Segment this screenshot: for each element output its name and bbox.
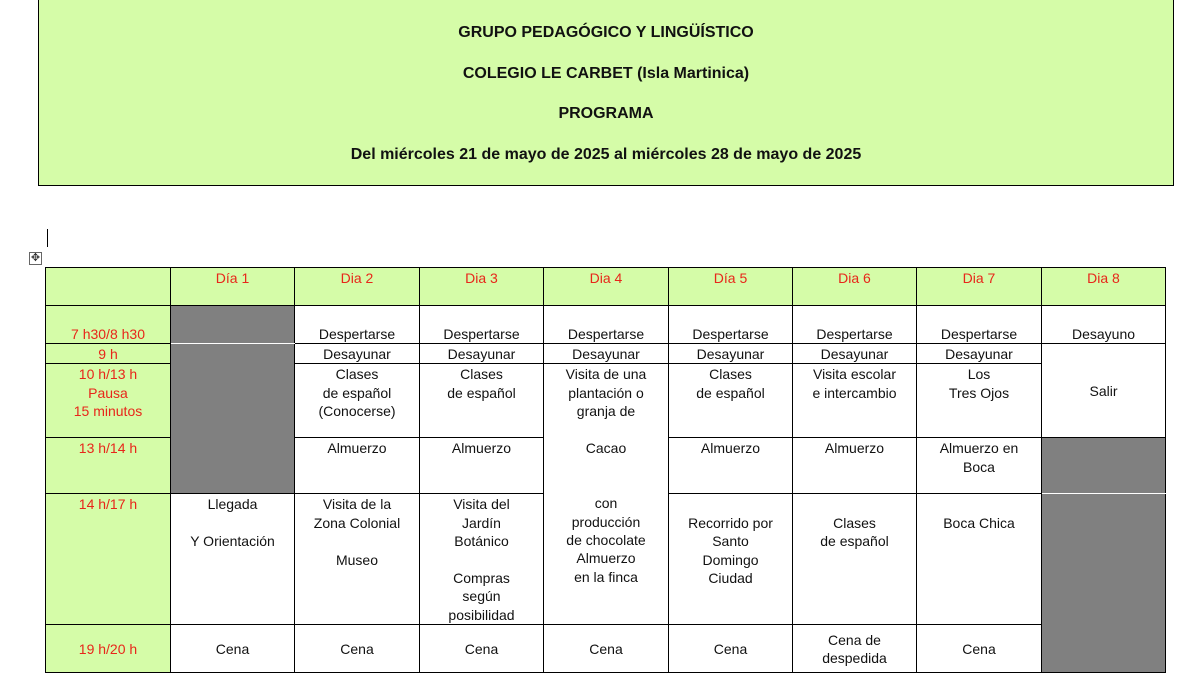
cell-text-line: Cacao xyxy=(585,440,627,457)
cell-text-line: Recorrido por xyxy=(688,514,773,531)
cell-text-line xyxy=(422,551,541,569)
cell-text-line: de español xyxy=(696,384,765,401)
dinner-day2: Cena xyxy=(295,625,420,673)
row-dinner xyxy=(46,625,1166,673)
time-morning xyxy=(46,364,171,438)
row-wake-up xyxy=(46,306,1166,344)
time-breakfast: 9 h xyxy=(46,344,171,364)
cell-text-line: Clases xyxy=(833,514,876,531)
day4-excursion xyxy=(544,364,669,625)
cell-text-line: Llegada xyxy=(207,496,258,513)
cell-text-line xyxy=(546,457,666,475)
cell-text-line xyxy=(173,514,292,532)
day-header-8: Dia 8 xyxy=(1042,268,1166,306)
breakfast-day4: Desayunar xyxy=(544,344,669,364)
cell-text-line xyxy=(671,495,790,513)
cell-text-line: (Conocerse) xyxy=(318,403,396,420)
breakfast-day2: Desayunar xyxy=(295,344,420,364)
cell-text-line: Pausa xyxy=(88,384,128,401)
wake-day3: Despertarse xyxy=(420,306,544,344)
wake-day4: Despertarse xyxy=(544,306,669,344)
cell-text-line: e intercambio xyxy=(812,384,897,401)
lunch-day3: Almuerzo xyxy=(420,438,544,494)
cell-text-line: Boca xyxy=(963,458,995,475)
breakfast-day3: Desayunar xyxy=(420,344,544,364)
cell-text-line: Visita del xyxy=(453,496,510,513)
dinner-day7: Cena xyxy=(917,625,1042,673)
group-title: GRUPO PEDAGÓGICO Y LINGÜÍSTICO xyxy=(458,24,754,41)
lunch-day6: Almuerzo xyxy=(793,438,917,494)
cell-text-line: despedida xyxy=(822,650,887,667)
cell-text-line xyxy=(297,532,417,550)
day-header-4: Dia 4 xyxy=(544,268,669,306)
cell-text-line: Compras xyxy=(453,570,510,587)
cell-text-line: 10 h/13 h xyxy=(78,366,138,383)
dinner-day3: Cena xyxy=(420,625,544,673)
table-header-row xyxy=(46,268,1166,306)
cell-text-line: Clases xyxy=(335,366,379,383)
day-header-3: Dia 3 xyxy=(420,268,544,306)
breakfast-day5: Desayunar xyxy=(669,344,793,364)
wake-day5: Despertarse xyxy=(669,306,793,344)
cell-text-line: de español xyxy=(820,533,889,550)
program-table xyxy=(45,267,1166,673)
cell-text-line: según xyxy=(462,588,501,605)
lunch-day5: Almuerzo xyxy=(669,438,793,494)
afternoon-day3 xyxy=(420,494,544,625)
cell-text-line: en la finca xyxy=(574,568,638,585)
afternoon-day5 xyxy=(669,494,793,625)
wake-day6: Despertarse xyxy=(793,306,917,344)
cell-text-line: Cena de xyxy=(828,632,881,648)
lunch-day7 xyxy=(917,438,1042,494)
cell-text-line: Los xyxy=(967,366,991,383)
cell-text-line: Boca Chica xyxy=(943,514,1015,531)
dinner-day4: Cena xyxy=(544,625,669,673)
header-corner-cell xyxy=(46,268,171,306)
empty-day1-morning xyxy=(171,344,295,494)
cell-text-line: de español xyxy=(322,384,392,401)
cell-text-line: granja de xyxy=(576,403,636,420)
day-header-2: Dia 2 xyxy=(295,268,420,306)
cell-text-line: producción xyxy=(571,513,641,530)
afternoon-day6 xyxy=(793,494,917,625)
school-title: COLEGIO LE CARBET (Isla Martinica) xyxy=(462,65,750,82)
cell-text-line: Visita de una xyxy=(565,366,647,383)
dinner-day6 xyxy=(793,625,917,673)
cell-text-line: de español xyxy=(447,384,516,401)
morning-day8: Salir xyxy=(1042,344,1166,438)
morning-day5 xyxy=(669,364,793,438)
day-header-5: Día 5 xyxy=(669,268,793,306)
cell-text-line: Y Orientación xyxy=(190,533,275,550)
cell-text-line: Botánico xyxy=(454,533,509,550)
day-header-1: Día 1 xyxy=(171,268,295,306)
cell-text-line: Clases xyxy=(709,366,752,383)
day-header-6: Dia 6 xyxy=(793,268,917,306)
afternoon-day2 xyxy=(295,494,420,625)
morning-day3 xyxy=(420,364,544,438)
breakfast-day6: Desayunar xyxy=(793,344,917,364)
wake-day7: Despertarse xyxy=(917,306,1042,344)
cell-text-line: Santo xyxy=(712,533,749,550)
cell-text-line xyxy=(546,476,666,494)
cell-text-line: plantación o xyxy=(568,384,644,401)
cell-text-line: Clases xyxy=(460,366,503,383)
morning-day6 xyxy=(793,364,917,438)
time-wake: 7 h30/8 h30 xyxy=(46,306,171,344)
cell-text-line: Ciudad xyxy=(708,570,753,587)
program-title: PROGRAMA xyxy=(558,105,654,122)
wake-day2: Despertarse xyxy=(295,306,420,344)
afternoon-day1 xyxy=(171,494,295,625)
lunch-day2: Almuerzo xyxy=(295,438,420,494)
day-header-7: Dia 7 xyxy=(917,268,1042,306)
breakfast-day8: Desayuno xyxy=(1042,306,1166,344)
cell-text-line xyxy=(795,495,914,513)
morning-day7 xyxy=(917,364,1042,438)
empty-day8-afternoon xyxy=(1042,494,1166,673)
cell-text-line: con xyxy=(594,495,618,512)
table-move-handle-icon[interactable]: ✥ xyxy=(30,252,41,264)
time-afternoon: 14 h/17 h xyxy=(46,494,171,625)
cell-text-line xyxy=(546,421,666,439)
dinner-day1: Cena xyxy=(171,625,295,673)
afternoon-day7 xyxy=(917,494,1042,625)
time-lunch: 13 h/14 h xyxy=(46,438,171,494)
text-cursor xyxy=(47,229,48,247)
cell-text-line xyxy=(919,495,1039,513)
empty-day1-wake xyxy=(171,306,295,344)
dinner-day5: Cena xyxy=(669,625,793,673)
cell-text-line: Museo xyxy=(335,551,379,568)
cell-text-line: Domingo xyxy=(702,551,759,568)
cell-text-line: Almuerzo xyxy=(576,550,636,567)
program-header xyxy=(38,0,1174,186)
morning-day2 xyxy=(295,364,420,438)
cell-text-line: Tres Ojos xyxy=(948,384,1010,401)
cell-text-line: Zona Colonial xyxy=(313,514,401,531)
date-range: Del miércoles 21 de mayo de 2025 al miércoles 28 de mayo de 2025 xyxy=(350,146,862,163)
cell-text-line: 15 minutos xyxy=(73,403,143,420)
cell-text-line: Visita de la xyxy=(322,496,392,513)
cell-text-line: Visita escolar xyxy=(812,366,896,383)
cell-text-line: de chocolate xyxy=(566,532,646,549)
cell-text-line: Almuerzo en xyxy=(939,440,1019,457)
breakfast-day7: Desayunar xyxy=(917,344,1042,364)
cell-text-line: posibilidad xyxy=(448,606,515,623)
time-dinner: 19 h/20 h xyxy=(46,625,171,673)
cell-text-line: Jardín xyxy=(462,514,501,531)
empty-day8-lunch xyxy=(1042,438,1166,494)
row-breakfast xyxy=(46,344,1166,364)
